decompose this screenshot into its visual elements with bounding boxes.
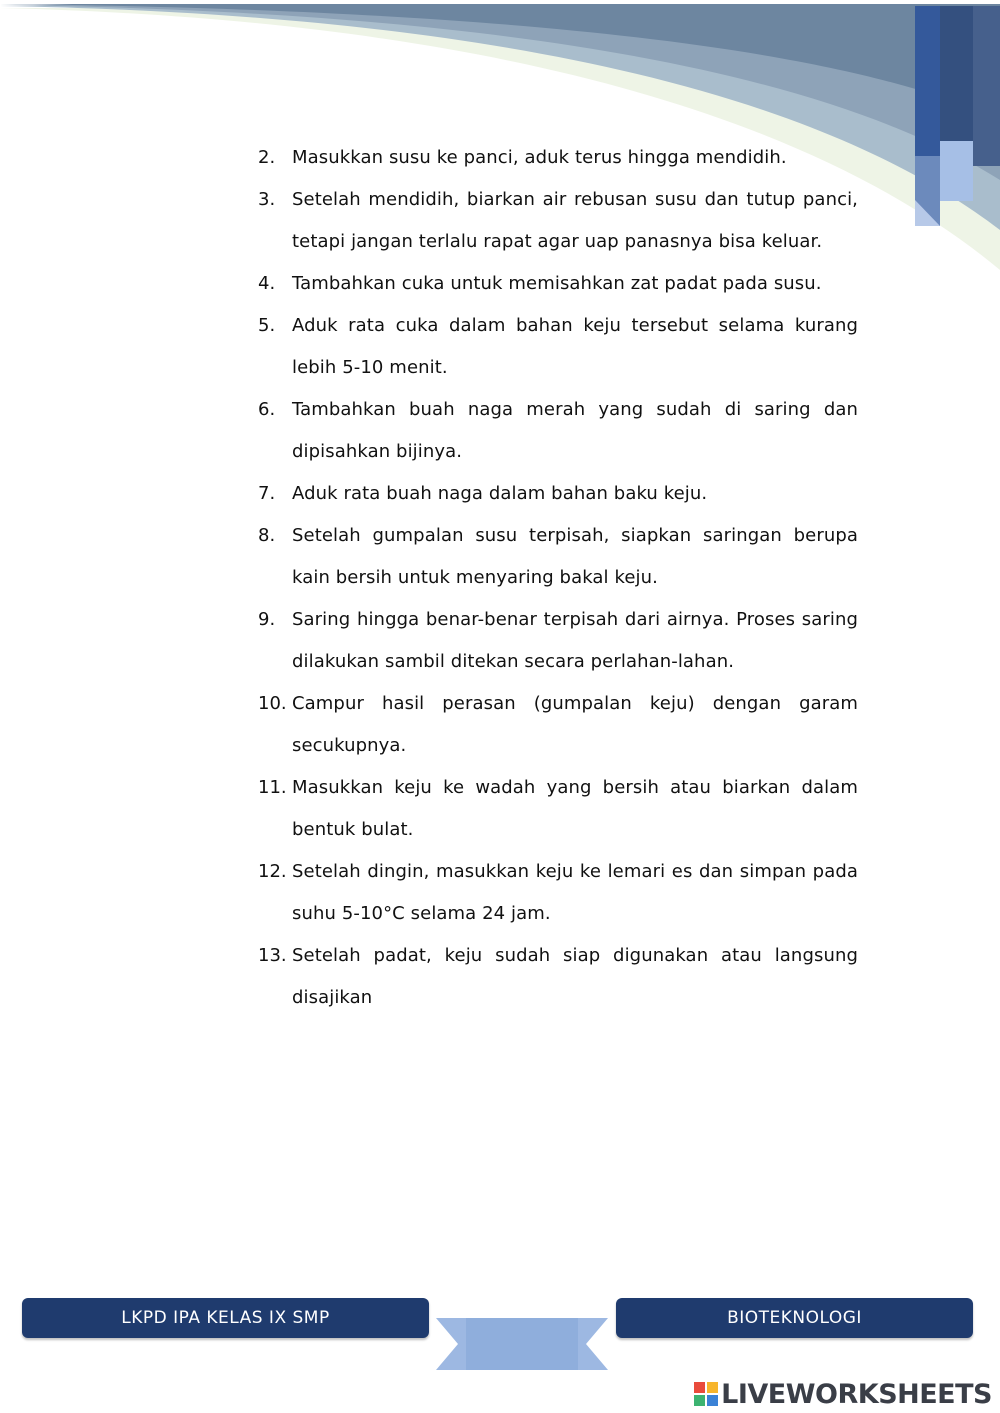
list-item: [258, 389, 858, 473]
step-number: 11.: [258, 777, 287, 798]
step-text: Campur hasil perasan (gumpalan keju) dengan garam secukupnya.: [292, 693, 858, 756]
list-item: [258, 767, 858, 851]
step-text: Setelah gumpalan susu terpisah, siapkan saringan berupa kain bersih untuk menyaring bakal keju.: [292, 525, 858, 588]
step-text: Masukkan susu ke panci, aduk terus hingga mendidih.: [292, 147, 787, 168]
step-text: Setelah dingin, masukkan keju ke lemari es dan simpan pada suhu 5-10°C selama 24 jam.: [292, 861, 858, 924]
footer-course-label: [22, 1298, 429, 1338]
step-number: 12.: [258, 861, 287, 882]
step-number: 10.: [258, 693, 287, 714]
watermark: [694, 1378, 992, 1410]
list-item: [258, 599, 858, 683]
step-text: Setelah mendidih, biarkan air rebusan susu dan tutup panci, tetapi jangan terlalu rapat agar uap panasnya bisa keluar.: [292, 189, 858, 252]
step-number: 8.: [258, 525, 276, 546]
procedure-steps-list: [258, 137, 858, 1019]
watermark-text: LIVEWORKSHEETS: [721, 1378, 992, 1410]
step-number: 3.: [258, 189, 276, 210]
step-text: Masukkan keju ke wadah yang bersih atau biarkan dalam bentuk bulat.: [292, 777, 858, 840]
list-item: [258, 179, 858, 263]
step-number: 7.: [258, 483, 276, 504]
list-item: [258, 935, 858, 1019]
step-number: 4.: [258, 273, 276, 294]
footer-course-text: LKPD IPA KELAS IX SMP: [121, 1308, 330, 1328]
step-text: Saring hingga benar-benar terpisah dari airnya. Proses saring dilakukan sambil ditekan secara perlahan-lahan.: [292, 609, 858, 672]
list-item: [258, 305, 858, 389]
liveworksheets-logo-icon: [694, 1382, 718, 1406]
step-number: 2.: [258, 147, 276, 168]
footer-arrow-decoration: [436, 1318, 608, 1370]
footer-topic-text: BIOTEKNOLOGI: [727, 1308, 862, 1328]
list-item: [258, 515, 858, 599]
step-text: Tambahkan cuka untuk memisahkan zat padat pada susu.: [292, 273, 822, 294]
step-number: 5.: [258, 315, 276, 336]
step-text: Aduk rata buah naga dalam bahan baku keju.: [292, 483, 708, 504]
step-number: 6.: [258, 399, 276, 420]
footer-topic-label: [616, 1298, 973, 1338]
step-number: 9.: [258, 609, 276, 630]
list-item: [258, 473, 858, 515]
step-text: Setelah padat, keju sudah siap digunakan atau langsung disajikan: [292, 945, 858, 1008]
list-item: [258, 137, 858, 179]
list-item: [258, 263, 858, 305]
step-text: Tambahkan buah naga merah yang sudah di saring dan dipisahkan bijinya.: [292, 399, 858, 462]
list-item: [258, 851, 858, 935]
list-item: [258, 683, 858, 767]
step-text: Aduk rata cuka dalam bahan keju tersebut selama kurang lebih 5-10 menit.: [292, 315, 858, 378]
step-number: 13.: [258, 945, 287, 966]
